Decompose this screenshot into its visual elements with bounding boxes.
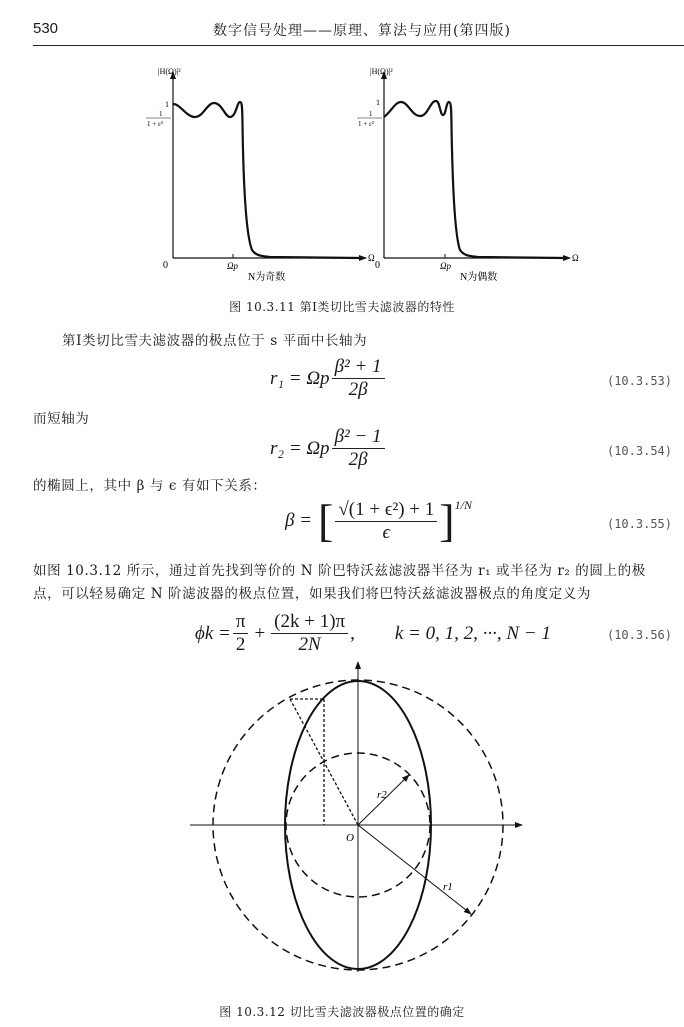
panel-subtitle: N为偶数	[460, 272, 498, 283]
y-tick-ripple-num: 1	[159, 110, 163, 118]
equation-10-3-53: r₁ = Ωp $\frac{\text{β² + 1}}{2\beta}$	[270, 357, 387, 400]
paragraph-pole-method-line2: 点，可以轻易确定 N 阶滤波器的极点位置，如果我们将巴特沃兹滤波器极点的角度定义为	[33, 586, 591, 602]
figure-caption-10-3-12: 图 10.3.12 切比雪夫滤波器极点位置的确定	[219, 1005, 465, 1019]
origin-label: 0	[375, 260, 380, 271]
origin-label: 0	[163, 260, 168, 271]
page-number: 530	[33, 20, 59, 37]
equation-number: (10.3.53)	[606, 374, 672, 388]
running-header-title: 数字信号处理——原理、算法与应用(第四版)	[213, 23, 511, 39]
equation-number: (10.3.56)	[606, 628, 672, 642]
header-rule	[33, 45, 684, 46]
paragraph-pole-method-line1: 如图 10.3.12 所示，通过首先找到等价的 N 阶巴特沃兹滤波器半径为 r₁ 或半径为 r₂ 的圆上的极	[33, 563, 646, 579]
construction-lines	[290, 699, 358, 825]
y-tick-ripple-den: 1 + ε²	[147, 120, 163, 128]
equation-10-3-54: r₂ = Ωp $\frac{\text{β² − 1}}{2\beta}$	[270, 427, 387, 470]
y-axis-label: |H(Ω)|²	[158, 67, 181, 76]
y-axis-label: |H(Ω)|²	[370, 67, 393, 76]
y-tick-ripple-den: 1 + ε²	[358, 120, 374, 128]
omega-p-label: Ωp	[440, 261, 452, 271]
radius-r1-arrow	[358, 825, 471, 914]
x-axis-label: Ω	[368, 253, 375, 263]
response-curve-even	[384, 101, 565, 258]
x-axis-label: Ω	[572, 253, 579, 263]
panel-subtitle: N为奇数	[248, 272, 286, 283]
equation-10-3-56: ϕk = $\frac{\pi}{2}$ + $\frac{(2k + 1)\pi}{2N}$ , k = 0, 1, 2, ···, N − 1	[195, 611, 551, 655]
y-tick-one: 1	[376, 98, 380, 107]
paragraph-long-axis: 第Ⅰ类切比雪夫滤波器的极点位于 s 平面中长轴为	[62, 333, 368, 349]
origin-label: O	[346, 832, 354, 844]
figure-10-3-12	[0, 660, 684, 995]
equation-number: (10.3.55)	[606, 517, 672, 531]
y-tick-ripple-num: 1	[369, 110, 373, 118]
y-tick-one: 1	[165, 100, 169, 109]
paragraph-short-axis: 而短轴为	[33, 411, 90, 427]
chart-even-n	[357, 67, 579, 283]
r2-label: r2	[377, 789, 387, 801]
equation-10-3-55: β = [ $\frac{\text{√(1 + ϵ²) + 1}}{\epsilon}$ ] 1/N	[285, 495, 472, 546]
figure-caption-10-3-11: 图 10.3.11 第Ⅰ类切比雪夫滤波器的特性	[229, 300, 455, 314]
chart-odd-n	[146, 67, 375, 283]
equation-number: (10.3.54)	[606, 444, 672, 458]
r1-label: r1	[443, 881, 453, 893]
omega-p-label: Ωp	[227, 261, 239, 271]
figure-10-3-11	[0, 55, 684, 285]
paragraph-ellipse-relation: 的椭圆上，其中 β 与 ϵ 有如下关系：	[33, 478, 267, 494]
response-curve-odd	[173, 102, 360, 258]
